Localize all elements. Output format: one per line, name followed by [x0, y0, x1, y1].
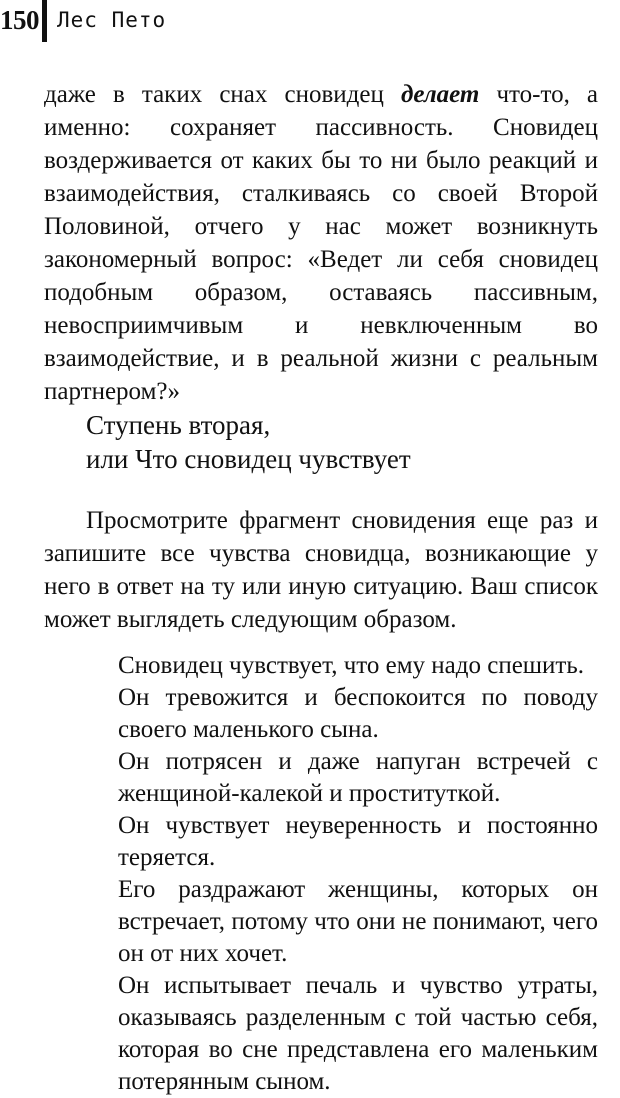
list-item: Он тревожится и беспокоится по поводу своего маленького сына. — [118, 684, 598, 743]
list-item: Он чувствует неуверенность и постоянно теряется. — [118, 812, 598, 871]
body-paragraph-1 — [44, 78, 598, 408]
section-heading — [86, 408, 411, 476]
page-number: 150 — [0, 5, 39, 35]
paragraph-text-start: даже в таких снах сновидец — [44, 81, 401, 108]
paragraph-text-rest: что-то, а именно: сохраняет пассивность. Сновидец воздерживается от каких бы то ни было реакций и взаимодействия, сталкиваясь со своей Второй Половиной, отчего у нас может возникнуть закономерный вопрос: «Ведет ли себя сновидец подобным образом, оставаясь пассивным, невосприимчивым и невключенным во взаимодействие, и в реальной жизни с реальным партнером?» — [44, 81, 599, 405]
body-paragraph-2 — [44, 504, 598, 636]
header-divider — [42, 0, 47, 42]
feelings-list — [118, 650, 598, 1098]
page-header — [0, 2, 166, 42]
list-item: Он испытывает печаль и чувство утраты, оказываясь разделенным с той частью себя, которая во сне представлена его маленьким потерянным сыном. — [118, 972, 598, 1095]
list-item: Он потрясен и даже напуган встречей с женщиной-калекой и проституткой. — [118, 748, 598, 807]
emphasized-word: делает — [400, 81, 480, 108]
running-head-author: Лес Пето — [57, 8, 167, 32]
paragraph-text — [44, 78, 598, 408]
paragraph-text: Просмотрите фрагмент сновидения еще раз и запишите все чувства сновидца, возникающие у него в ответ на ту или иную ситуацию. Ваш список может выглядеть следующим образом. — [44, 507, 598, 633]
section-heading-line-2: или Что сновидец чувствует — [86, 444, 411, 474]
list-item: Сновидец чувствует, что ему надо спешить. — [118, 652, 585, 679]
list-item: Его раздражают женщины, которых он встречает, потому что они не понимают, чего он от них хочет. — [118, 876, 598, 967]
section-heading-line-1: Ступень вторая, — [86, 410, 271, 440]
